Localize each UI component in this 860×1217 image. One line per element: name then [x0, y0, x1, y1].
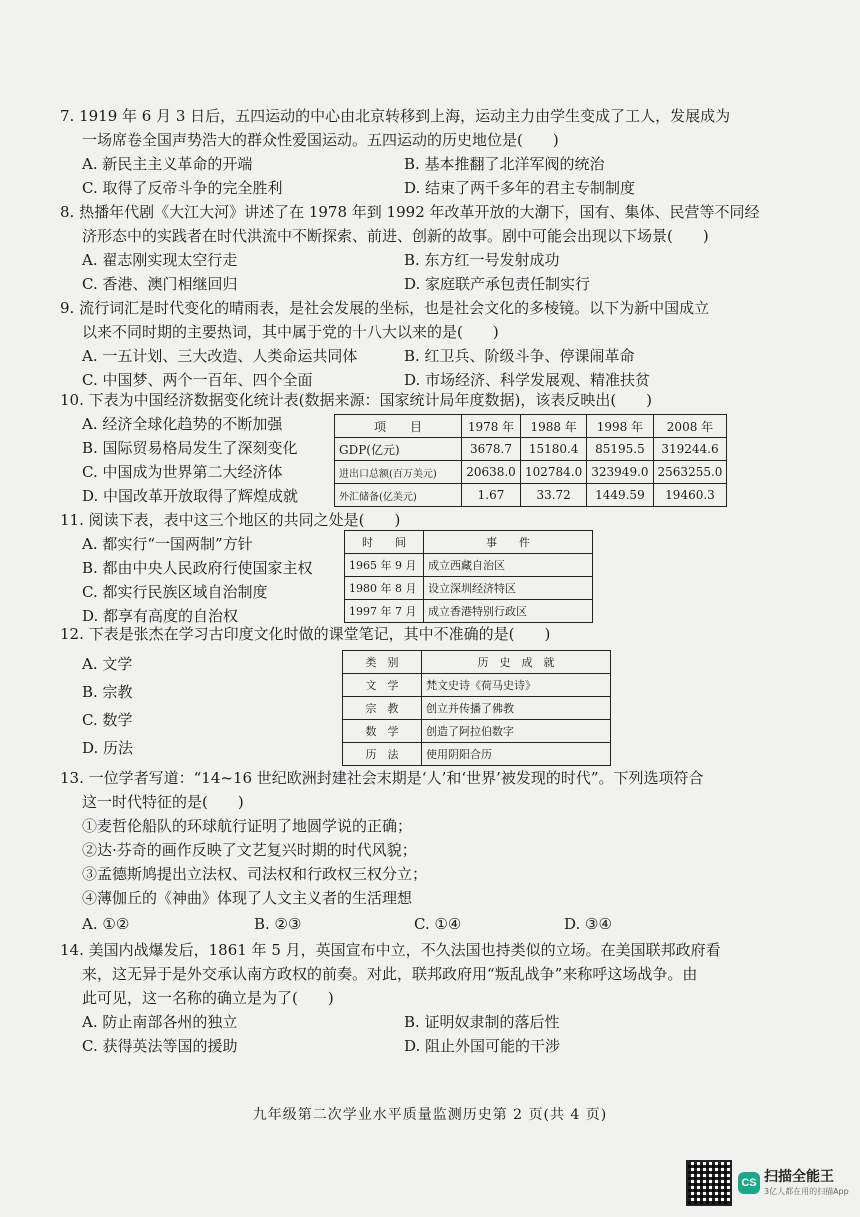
option-b: B. 都由中央人民政府行使国家主权 [82, 559, 313, 577]
table-cell: 进出口总额(百万美元) [335, 461, 462, 484]
question-7 [60, 104, 731, 200]
question-8 [60, 200, 760, 296]
watermark-brand-name: 扫描全能王 [764, 1169, 834, 1185]
option-a: A. 新民主主义革命的开端 [82, 155, 253, 173]
statement-item: ①麦哲伦船队的环球航行证明了地圆学说的正确； [82, 817, 413, 835]
table-cell: 创立并传播了佛教 [422, 697, 611, 720]
table-header-cell: 1998 年 [587, 415, 653, 438]
table-row [345, 577, 593, 600]
question-text: 这一时代特征的是( ) [82, 793, 244, 811]
option-d: D. 都享有高度的自治权 [82, 607, 239, 625]
table-row [343, 674, 611, 697]
question-text: 济形态中的实践者在时代洪流中不断探索、前进、创新的故事。剧中可能会出现以下场景( ) [82, 227, 709, 245]
table-header-cell: 1988 年 [521, 415, 587, 438]
question-text: 8. 热播年代剧《大江大河》讲述了在 1978 年到 1992 年改革开放的大潮下，国有、集体、民营等不同经 [60, 203, 760, 221]
option-d: D. 历法 [82, 739, 134, 757]
option-c: C. 都实行民族区域自治制度 [82, 583, 268, 601]
option-a: A. 防止南部各州的独立 [82, 1013, 238, 1031]
table-row [343, 743, 611, 766]
option-d: D. 中国改革开放取得了辉煌成就 [82, 487, 299, 505]
statement-item: ③孟德斯鸠提出立法权、司法权和行政权三权分立； [82, 865, 428, 883]
table-row [343, 720, 611, 743]
table-header-row [345, 531, 593, 554]
question-text: 来，这无异于是外交承认南方政权的前奏。对此，联邦政府用“叛乱战争”来称呼这场战争。由 [82, 965, 698, 983]
option-c: C. 中国成为世界第二大经济体 [82, 463, 283, 481]
option-a: A. 经济全球化趋势的不断加强 [82, 415, 283, 433]
table-cell: 2563255.0 [653, 461, 727, 484]
table-cell: 1449.59 [587, 484, 653, 507]
table-header-cell: 类 别 [343, 651, 422, 674]
option-b: B. 国际贸易格局发生了深刻变化 [82, 439, 298, 457]
option-b: B. 红卫兵、阶级斗争、停课闹革命 [404, 347, 635, 365]
table-header-cell: 历 史 成 就 [422, 651, 611, 674]
option-d: D. 家庭联产承包责任制实行 [404, 275, 591, 293]
question-13 [60, 766, 720, 936]
question-text: 7. 1919 年 6 月 3 日后，五四运动的中心由北京转移到上海，运动主力由学生变成了工人，发展成为 [60, 107, 731, 125]
scanner-watermark [686, 1160, 849, 1206]
table-cell: 33.72 [521, 484, 587, 507]
table-cell: 数 学 [343, 720, 422, 743]
table-cell: 文 学 [343, 674, 422, 697]
option-b: B. 宗教 [82, 683, 133, 701]
question-text: 14. 美国内战爆发后，1861 年 5 月，英国宣布中立，不久法国也持类似的立场。在美国联邦政府看 [60, 941, 721, 959]
table-row [345, 554, 593, 577]
table-cell: 1965 年 9 月 [345, 554, 424, 577]
table-row [343, 697, 611, 720]
option-b: B. 基本推翻了北洋军阀的统治 [404, 155, 605, 173]
option-b: B. ②③ [254, 915, 302, 933]
option-b: B. 证明奴隶制的落后性 [404, 1013, 560, 1031]
table-cell: 1980 年 8 月 [345, 577, 424, 600]
option-c: C. 香港、澳门相继回归 [82, 275, 238, 293]
question-text: 13. 一位学者写道：“14~16 世纪欧洲封建社会末期是‘人’和‘世界’被发现的时代”。下列选项符合 [60, 769, 704, 787]
question-text: 10. 下表为中国经济数据变化统计表(数据来源：国家统计局年度数据)，该表反映出( ) [60, 391, 653, 409]
table-row [345, 600, 593, 623]
option-b: B. 东方红一号发射成功 [404, 251, 560, 269]
question-text: 9. 流行词汇是时代变化的晴雨表，是社会发展的坐标，也是社会文化的多棱镜。以下为新中国成立 [60, 299, 710, 317]
table-cell: 1997 年 7 月 [345, 600, 424, 623]
table-cell: 19460.3 [653, 484, 727, 507]
table-cell: 宗 教 [343, 697, 422, 720]
table-cell: 102784.0 [521, 461, 587, 484]
question-text: 11. 阅读下表，表中这三个地区的共同之处是( ) [60, 511, 401, 529]
option-a: A. 都实行“一国两制”方针 [82, 535, 253, 553]
table-header-row [335, 415, 727, 438]
option-d: D. 阻止外国可能的干涉 [404, 1037, 561, 1055]
statement-item: ②达·芬奇的画作反映了文艺复兴时期的时代风貌； [82, 841, 417, 859]
table-header-row [343, 651, 611, 674]
watermark-slogan: 3亿人都在用的扫描App [764, 1187, 849, 1196]
table-cell: 323949.0 [587, 461, 653, 484]
table-row [335, 484, 727, 507]
table-row [335, 461, 727, 484]
option-c: C. ①④ [414, 915, 462, 933]
table-cell: 3678.7 [462, 438, 521, 461]
table-cell: 成立香港特别行政区 [424, 600, 593, 623]
question-14 [60, 938, 720, 1058]
question-text: 12. 下表是张杰在学习古印度文化时做的课堂笔记，其中不准确的是( ) [60, 625, 551, 643]
option-a: A. 一五计划、三大改造、人类命运共同体 [82, 347, 358, 365]
table-row [335, 438, 727, 461]
option-c: C. 取得了反帝斗争的完全胜利 [82, 179, 283, 197]
question-text: 以来不同时期的主要热词，其中属于党的十八大以来的是( ) [82, 323, 499, 341]
table-cell: 梵文史诗《荷马史诗》 [422, 674, 611, 697]
table-cell: 使用阴阳合历 [422, 743, 611, 766]
statement-item: ④薄伽丘的《神曲》体现了人文主义者的生活理想 [82, 889, 413, 907]
table-cell: 成立西藏自治区 [424, 554, 593, 577]
table-header-cell: 项 目 [335, 415, 462, 438]
table-cell: 85195.5 [587, 438, 653, 461]
option-c: C. 中国梦、两个一百年、四个全面 [82, 371, 313, 389]
table-cell: 15180.4 [521, 438, 587, 461]
option-c: C. 数学 [82, 711, 133, 729]
option-a: A. ①② [82, 915, 130, 933]
question-text: 此可见，这一名称的确立是为了( ) [82, 989, 334, 1007]
table-header-cell: 1978 年 [462, 415, 521, 438]
option-c: C. 获得英法等国的援助 [82, 1037, 238, 1055]
table-cell: 20638.0 [462, 461, 521, 484]
page-footer: 九年级第二次学业水平质量监测历史第 2 页(共 4 页) [252, 1107, 608, 1123]
table-cell: 外汇储备(亿美元) [335, 484, 462, 507]
table-cell: GDP(亿元) [335, 438, 462, 461]
table-cell: 设立深圳经济特区 [424, 577, 593, 600]
table-cell: 历 法 [343, 743, 422, 766]
table-header-cell: 时 间 [345, 531, 424, 554]
option-d: D. ③④ [564, 915, 612, 933]
question-text: 一场席卷全国声势浩大的群众性爱国运动。五四运动的历史地位是( ) [82, 131, 559, 149]
table-cell: 1.67 [462, 484, 521, 507]
option-d: D. 结束了两千多年的君主专制制度 [404, 179, 636, 197]
regions-table [344, 530, 593, 623]
option-d: D. 市场经济、科学发展观、精准扶贫 [404, 371, 651, 389]
economic-data-table [334, 414, 727, 507]
camscanner-logo-icon: CS [738, 1172, 760, 1194]
table-cell: 创造了阿拉伯数字 [422, 720, 611, 743]
qr-code-icon [686, 1160, 732, 1206]
option-a: A. 文学 [82, 655, 133, 673]
table-header-cell: 2008 年 [653, 415, 727, 438]
india-notes-table [342, 650, 611, 766]
table-cell: 319244.6 [653, 438, 727, 461]
option-a: A. 翟志刚实现太空行走 [82, 251, 238, 269]
table-header-cell: 事 件 [424, 531, 593, 554]
question-9 [60, 296, 720, 392]
